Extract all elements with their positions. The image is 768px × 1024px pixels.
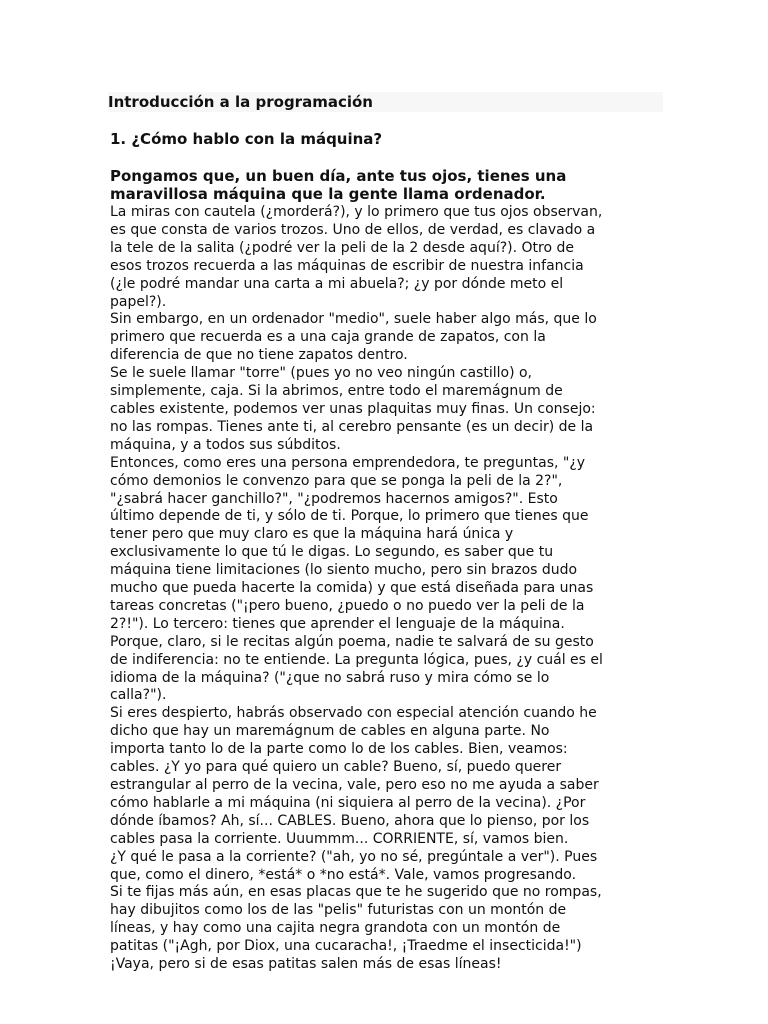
body-line: cables. ¿Y yo para qué quiero un cable? Bueno, sí, puedo querer [110, 759, 562, 776]
body-line: cómo hablarle a mi máquina (ni siquiera al perro de la vecina). ¿Por [110, 794, 586, 811]
body-line: 2?!"). Lo tercero: tienes que aprender el lenguaje de la máquina. [110, 615, 565, 632]
body-line: es que consta de varios trozos. Uno de ellos, de verdad, es clavado a [110, 221, 596, 238]
body-line: ¿Y qué le pasa a la corriente? ("ah, yo no sé, pregúntale a ver"). Pues [110, 848, 598, 865]
body-line: Sin embargo, en un ordenador "medio", suele haber algo más, que lo [110, 311, 597, 328]
body-line: Entonces, como eres una persona emprendedora, te preguntas, "¿y [110, 454, 586, 471]
body-line: último depende de ti, y sólo de ti. Porque, lo primero que tienes que [110, 508, 589, 525]
body-line: simplemente, caja. Si la abrimos, entre todo el maremágnum de [110, 383, 563, 400]
body-line: Porque, claro, si le recitas algún poema, nadie te salvará de su gesto [110, 633, 594, 650]
body-line: máquina, y a todos sus súbditos. [110, 436, 341, 453]
body-line: ¡Vaya, pero si de esas patitas salen más de esas líneas! [110, 956, 502, 973]
body-line: máquina tiene limitaciones (lo siento mucho, pero sin brazos dudo [110, 562, 578, 579]
section-heading: 1. ¿Cómo hablo con la máquina? [110, 130, 383, 148]
body-line: Si eres despierto, habrás observado con especial atención cuando he [110, 705, 597, 722]
body-line: de indiferencia: no te entiende. La pregunta lógica, pues, ¿y cuál es el [110, 651, 603, 668]
document-title: Introducción a la programación [108, 92, 663, 112]
body-line: "¿sabrá hacer ganchillo?", "¿podremos hacernos amigos?". Esto [110, 490, 558, 507]
body-line: tener pero que muy claro es que la máquina hará única y [110, 526, 514, 543]
lead-line: Pongamos que, un buen día, ante tus ojos, tienes una [110, 167, 567, 185]
lead-line: maravillosa máquina que la gente llama ordenador. [110, 185, 546, 203]
body-line: idioma de la máquina? ("¿que no sabrá ruso y mira cómo se lo [110, 669, 550, 686]
body-line: tareas concretas ("¡pero bueno, ¿puedo o no puedo ver la peli de la [110, 597, 585, 614]
body-line: calla?"). [110, 687, 167, 704]
body-line: diferencia de que no tiene zapatos dentro. [110, 347, 408, 364]
body-line: La miras con cautela (¿morderá?), y lo primero que tus ojos observan, [110, 204, 603, 220]
body-line: exclusivamente lo que tú le digas. Lo segundo, es saber que tu [110, 544, 554, 561]
body-line: la tele de la salita (¿podré ver la peli de la 2 desde aquí?). Otro de [110, 239, 574, 256]
body-line: (¿le podré mandar una carta a mi abuela?; ¿y por dónde meto el [110, 275, 564, 292]
body-line: Si te fijas más aún, en esas placas que te he sugerido que no rompas, [110, 884, 602, 901]
body-line: cables pasa la corriente. Uuummm... CORRIENTE, sí, vamos bien. [110, 830, 569, 847]
body-line: patitas ("¡Agh, por Diox, una cucaracha!, ¡Traedme el insecticida!") [110, 938, 582, 955]
body-line: estrangular al perro de la vecina, vale, pero eso no me ayuda a saber [110, 777, 599, 793]
body-line: papel?). [110, 293, 167, 310]
body-line: mucho que pueda hacerte la comida) y que está diseñada para unas [110, 580, 594, 597]
body-line: cables existente, podemos ver unas plaquitas muy finas. Un consejo: [110, 400, 596, 417]
body-line: dicho que hay un maremágnum de cables en alguna parte. No [110, 723, 550, 740]
body-line: no las rompas. Tienes ante ti, al cerebro pensante (es un decir) de la [110, 418, 594, 435]
body-line: dónde íbamos? Ah, sí... CABLES. Bueno, ahora que lo pienso, por los [110, 812, 590, 829]
body-line: líneas, y hay como una cajita negra grandota con un montón de [110, 920, 561, 937]
body-line: importa tanto lo de la parte como lo de los cables. Bien, veamos: [110, 741, 568, 758]
body-line: hay dibujitos como los de las "pelis" futuristas con un montón de [110, 902, 567, 919]
body-line: esos trozos recuerda a las máquinas de escribir de nuestra infancia [110, 257, 584, 274]
body-text [110, 204, 670, 974]
body-line: primero que recuerda es a una caja grande de zapatos, con la [110, 329, 546, 346]
lead-paragraph [110, 167, 670, 203]
body-line: que, como el dinero, *está* o *no está*. Vale, vamos progresando. [110, 866, 577, 883]
body-line: Se le suele llamar "torre" (pues yo no veo ningún castillo) o, [110, 365, 532, 382]
body-line: cómo demonios le convenzo para que se ponga la peli de la 2?", [110, 472, 563, 489]
